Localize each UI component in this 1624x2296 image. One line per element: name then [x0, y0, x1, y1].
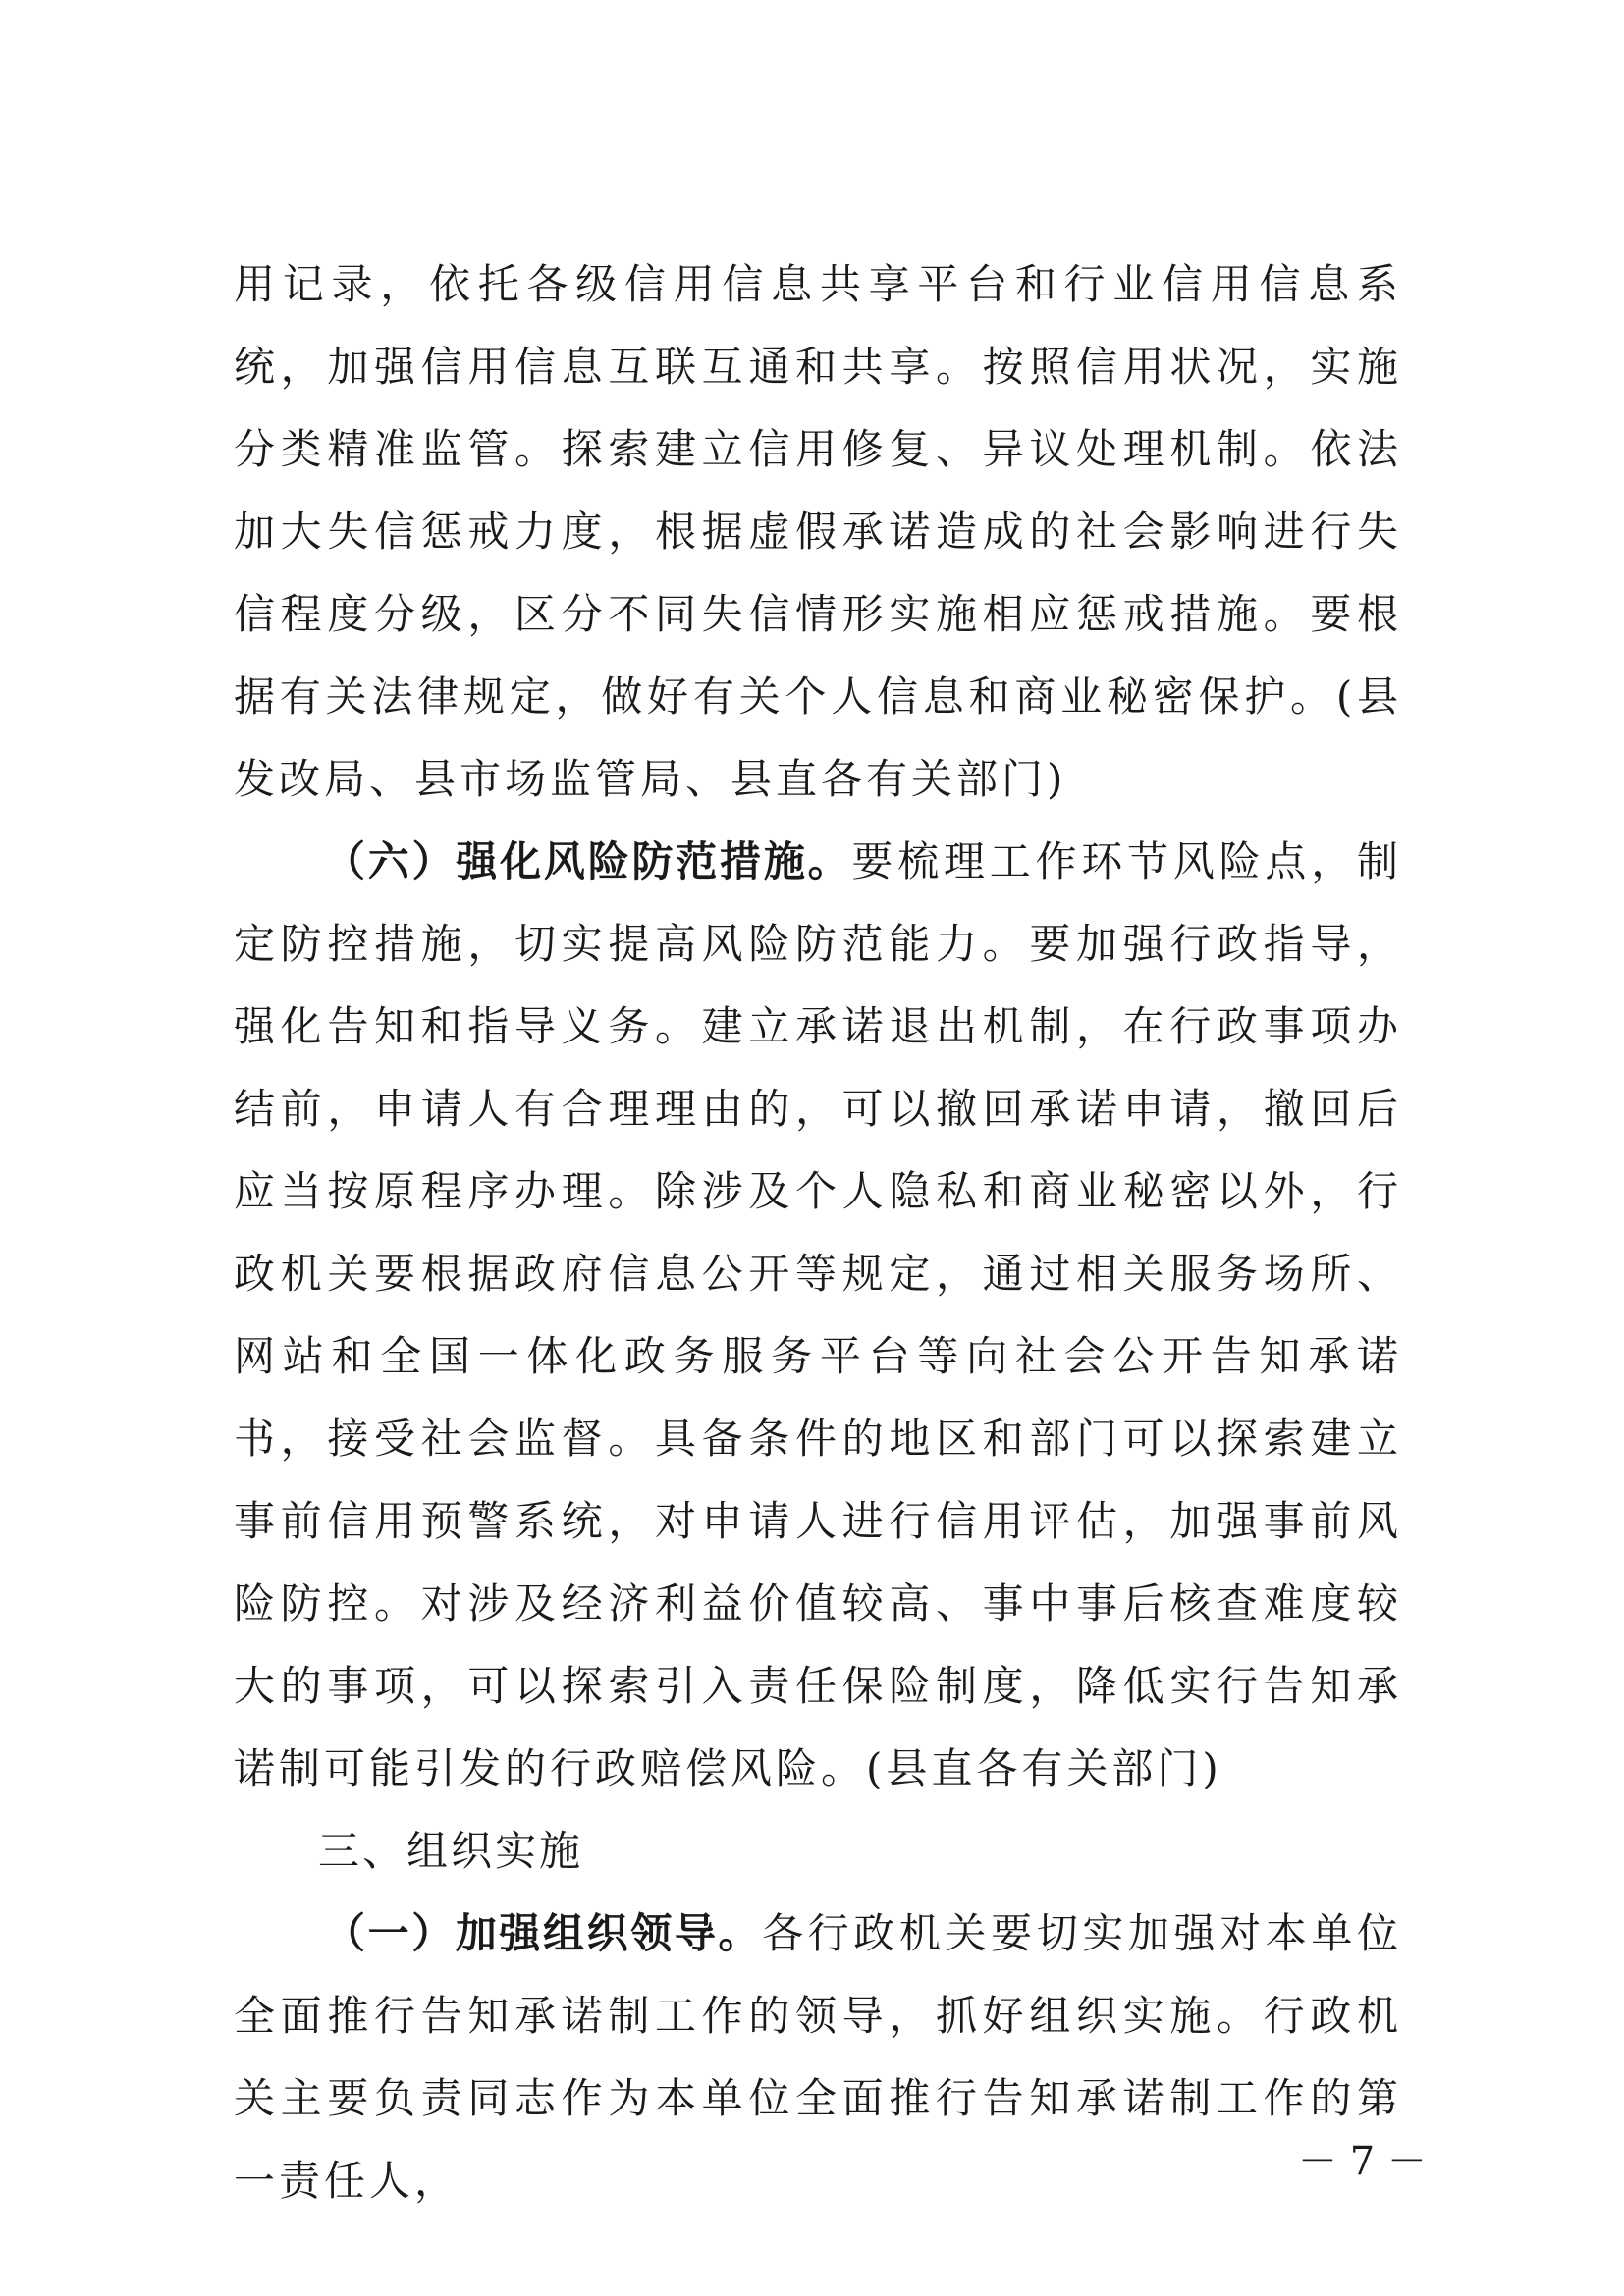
paragraph-organization-leadership — [234, 1893, 1402, 2222]
paragraph-lead-heading: （一）加强组织领导。 — [324, 1909, 763, 1957]
paragraph-lead-heading: （六）强化风险防范措施。 — [324, 837, 852, 885]
paragraph-risk-prevention — [234, 821, 1402, 1810]
section-heading: 三、组织实施 — [318, 1827, 584, 1875]
paragraph-text: 用记录，依托各级信用信息共享平台和行业信用信息系统，加强信用信息互联互通和共享。按照信用状况，实施分类精准监管。探索建立信用修复、异议处理机制。依法加大失信惩戒力度，根据虚假承诺造成的社会影响进行失信程度分级，区分不同失信情形实施相应惩戒措施。要根据有关法律规定，做好有关个人信息和商业秘密保护。(县发改局、县市场监管局、县直各有关部门) — [234, 260, 1402, 803]
document-body — [234, 243, 1402, 2222]
paragraph-credit-records — [234, 243, 1402, 821]
paragraph-text: 各行政机关要切实加强对本单位全面推行告知承诺制工作的领导，抓好组织实施。行政机关主要负责同志作为本单位全面推行告知承诺制工作的第一责任人， — [234, 1909, 1402, 2205]
paragraph-text: 要梳理工作环节风险点，制定防控措施，切实提高风险防范能力。要加强行政指导，强化告知和指导义务。建立承诺退出机制，在行政事项办结前，申请人有合理理由的，可以撤回承诺申请，撤回后应当按原程序办理。除涉及个人隐私和商业秘密以外，行政机关要根据政府信息公开等规定，通过相关服务场所、网站和全国一体化政务服务平台等向社会公开告知承诺书，接受社会监督。具备条件的地区和部门可以探索建立事前信用预警系统，对申请人进行信用评估，加强事前风险防控。对涉及经济利益价值较高、事中事后核查难度较大的事项，可以探索引入责任保险制度，降低实行告知承诺制可能引发的行政赔偿风险。(县直各有关部门) — [234, 837, 1402, 1792]
page-number: － 7 － — [1298, 2139, 1427, 2184]
